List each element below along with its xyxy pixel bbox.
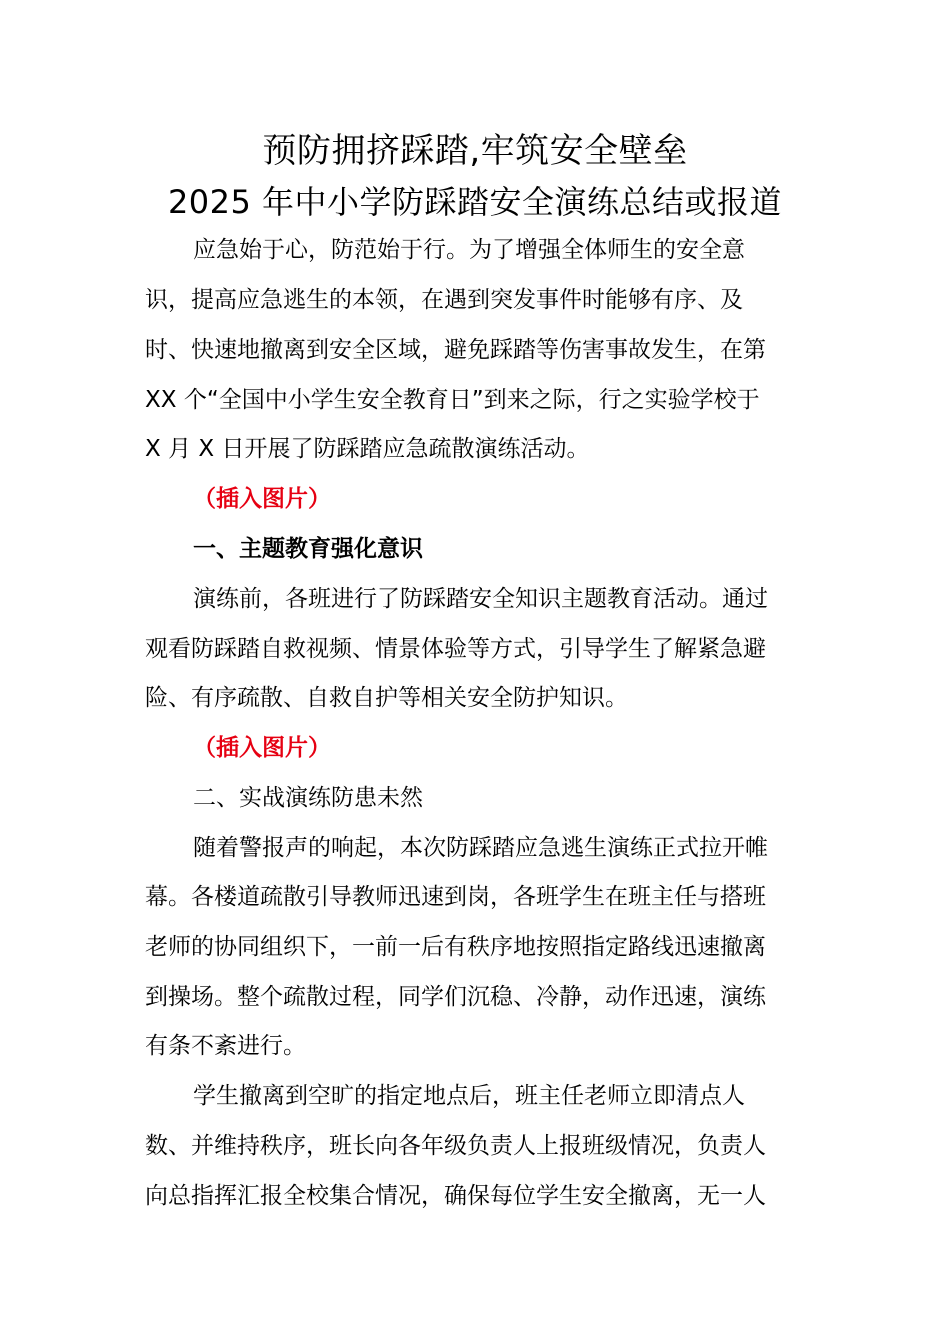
section1-line-3: 险、有序疏散、自救自护等相关安全防护知识。 xyxy=(145,685,628,711)
section2-para1-line-1: 随着警报声的响起，本次防踩踏应急逃生演练正式拉开帷 xyxy=(193,835,768,861)
section2-para2-line-2: 数、并维持秩序，班长向各年级负责人上报班级情况，负责人 xyxy=(145,1133,766,1159)
insert-image-placeholder-2: （插入图片） xyxy=(193,735,331,761)
intro-line-4: XX 个“全国中小学生安全教育日”到来之际，行之实验学校于 xyxy=(145,387,760,413)
document-subtitle: 2025 年中小学防踩踏安全演练总结或报道 xyxy=(167,183,783,221)
section1-heading: 一、主题教育强化意识 xyxy=(193,536,423,562)
insert-image-placeholder-1: （插入图片） xyxy=(193,486,331,512)
section2-para1-line-3: 老师的协同组织下，一前一后有秩序地按照指定路线迅速撤离 xyxy=(145,934,766,960)
section2-heading: 二、实战演练防患未然 xyxy=(193,785,423,811)
intro-line-3: 时、快速地撤离到安全区域，避免踩踏等伤害事故发生，在第 xyxy=(145,337,766,363)
section1-line-1: 演练前，各班进行了防踩踏安全知识主题教育活动。通过 xyxy=(193,586,768,612)
document-title: 预防拥挤踩踏,牢筑安全壁垒 xyxy=(262,131,688,171)
section2-para1-line-2: 幕。各楼道疏散引导教师迅速到岗，各班学生在班主任与搭班 xyxy=(145,884,766,910)
section2-para2-line-1: 学生撤离到空旷的指定地点后，班主任老师立即清点人 xyxy=(193,1083,745,1109)
section2-para1-line-4: 到操场。整个疏散过程，同学们沉稳、冷静，动作迅速，演练 xyxy=(145,984,766,1010)
intro-line-5: X 月 X 日开展了防踩踏应急疏散演练活动。 xyxy=(145,436,590,462)
section2-para1-line-5: 有条不紊进行。 xyxy=(145,1033,306,1059)
section2-para2-line-3: 向总指挥汇报全校集合情况，确保每位学生安全撤离，无一人 xyxy=(145,1183,766,1209)
intro-line-1: 应急始于心，防范始于行。为了增强全体师生的安全意 xyxy=(193,237,745,263)
section1-line-2: 观看防踩踏自救视频、情景体验等方式，引导学生了解紧急避 xyxy=(145,636,766,662)
intro-line-2: 识，提高应急逃生的本领，在遇到突发事件时能够有序、及 xyxy=(145,287,743,313)
